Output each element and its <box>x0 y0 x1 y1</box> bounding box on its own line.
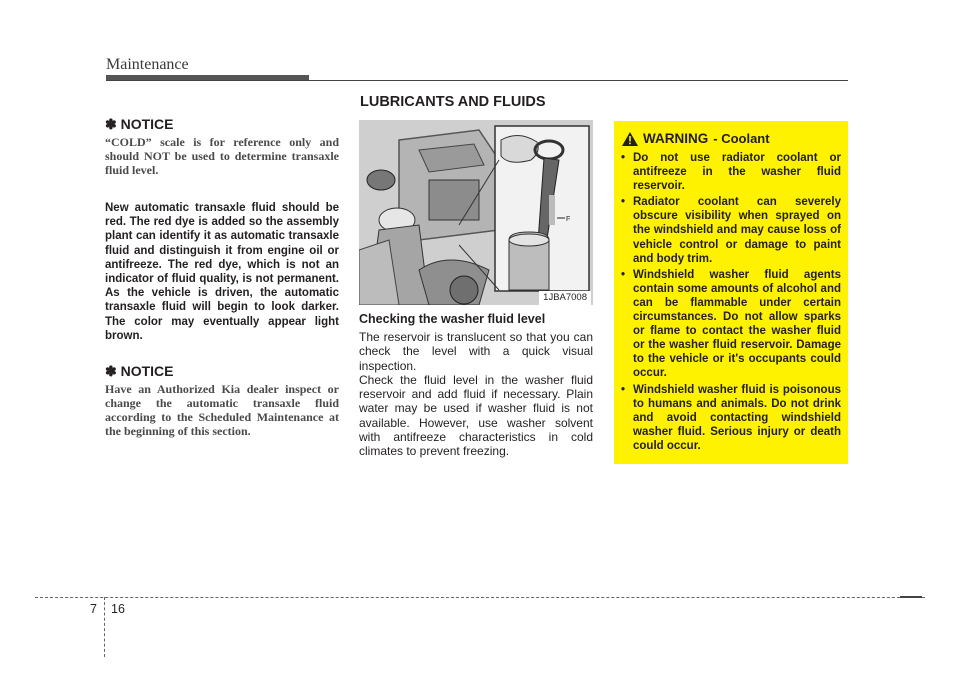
footer-rule <box>35 597 925 598</box>
engine-bay-drawing <box>359 120 593 305</box>
subheading: Checking the washer fluid level <box>359 312 546 326</box>
page-number: 16 <box>111 602 125 616</box>
middle-column <box>359 93 593 459</box>
section-title: LUBRICANTS AND FLUIDS <box>360 94 546 110</box>
warning-heading <box>622 131 770 146</box>
warning-item: • Windshield washer fluid is poisonous to humans and animals. Do not drink and avoid contacting windshield washer fluid. Serious injury or death could occur. <box>622 383 841 453</box>
body-paragraph: The reservoir is translucent so that you can check the level with a quick visual inspection. <box>359 330 593 373</box>
warning-label: WARNING <box>643 131 709 146</box>
warning-subtitle: - Coolant <box>713 131 770 146</box>
body-paragraph: Check the fluid level in the washer fluid reservoir and add fluid if necessary. Plain water may be used if washer fluid is not available. However, use washer solvent with antifreeze characteristics in cold climates to prevent freezing. <box>359 372 593 459</box>
transaxle-paragraph: New automatic transaxle fluid should be red. The red dye is added so the assembly plant can identify it as automatic transaxle fluid and distinguish it from engine oil or antifreeze. The red dye, which is not an indicator of fluid quality, is not permanent. As the vehicle is driven, the automatic transaxle fluid will begin to look darker. The color may eventually appear light brown. <box>105 202 339 342</box>
warning-box <box>614 121 848 464</box>
notice-heading: ✽ NOTICE <box>105 363 174 380</box>
warning-item: • Radiator coolant can severely obscure visibility when sprayed on the windshield and may cause loss of vehicle control or damage to paint and body trim. <box>622 195 841 265</box>
washer-reservoir-illustration <box>359 120 593 305</box>
chapter-number: 7 <box>90 602 97 616</box>
notice-heading: ✽ NOTICE <box>105 116 174 132</box>
warning-list <box>622 151 841 455</box>
header-rule <box>106 80 848 81</box>
svg-text:F: F <box>566 216 571 223</box>
notice-text: “COLD” scale is for reference only and should NOT be used to determine transaxle fluid level. <box>105 135 339 177</box>
warning-item: • Do not use radiator coolant or antifreeze in the washer fluid reservoir. <box>622 151 841 193</box>
warning-item: • Windshield washer fluid agents contain some amounts of alcohol and can be flammable under certain circumstances. Do not allow sparks or flame to contact the washer fluid or the washer fluid reservoir. Damage to the vehicle or it's occupants could occur. <box>622 268 841 381</box>
page-header-title: Maintenance <box>106 56 189 73</box>
notice-text: Have an Authorized Kia dealer inspect or change the automatic transaxle fluid according to the Scheduled Maintenance at the beginning of this section. <box>105 382 339 439</box>
footer-divider <box>104 597 105 657</box>
figure-code: 1JBA7008 <box>539 291 591 305</box>
left-column <box>105 116 339 438</box>
footer-tick <box>900 596 922 598</box>
warning-triangle-icon <box>622 132 638 146</box>
